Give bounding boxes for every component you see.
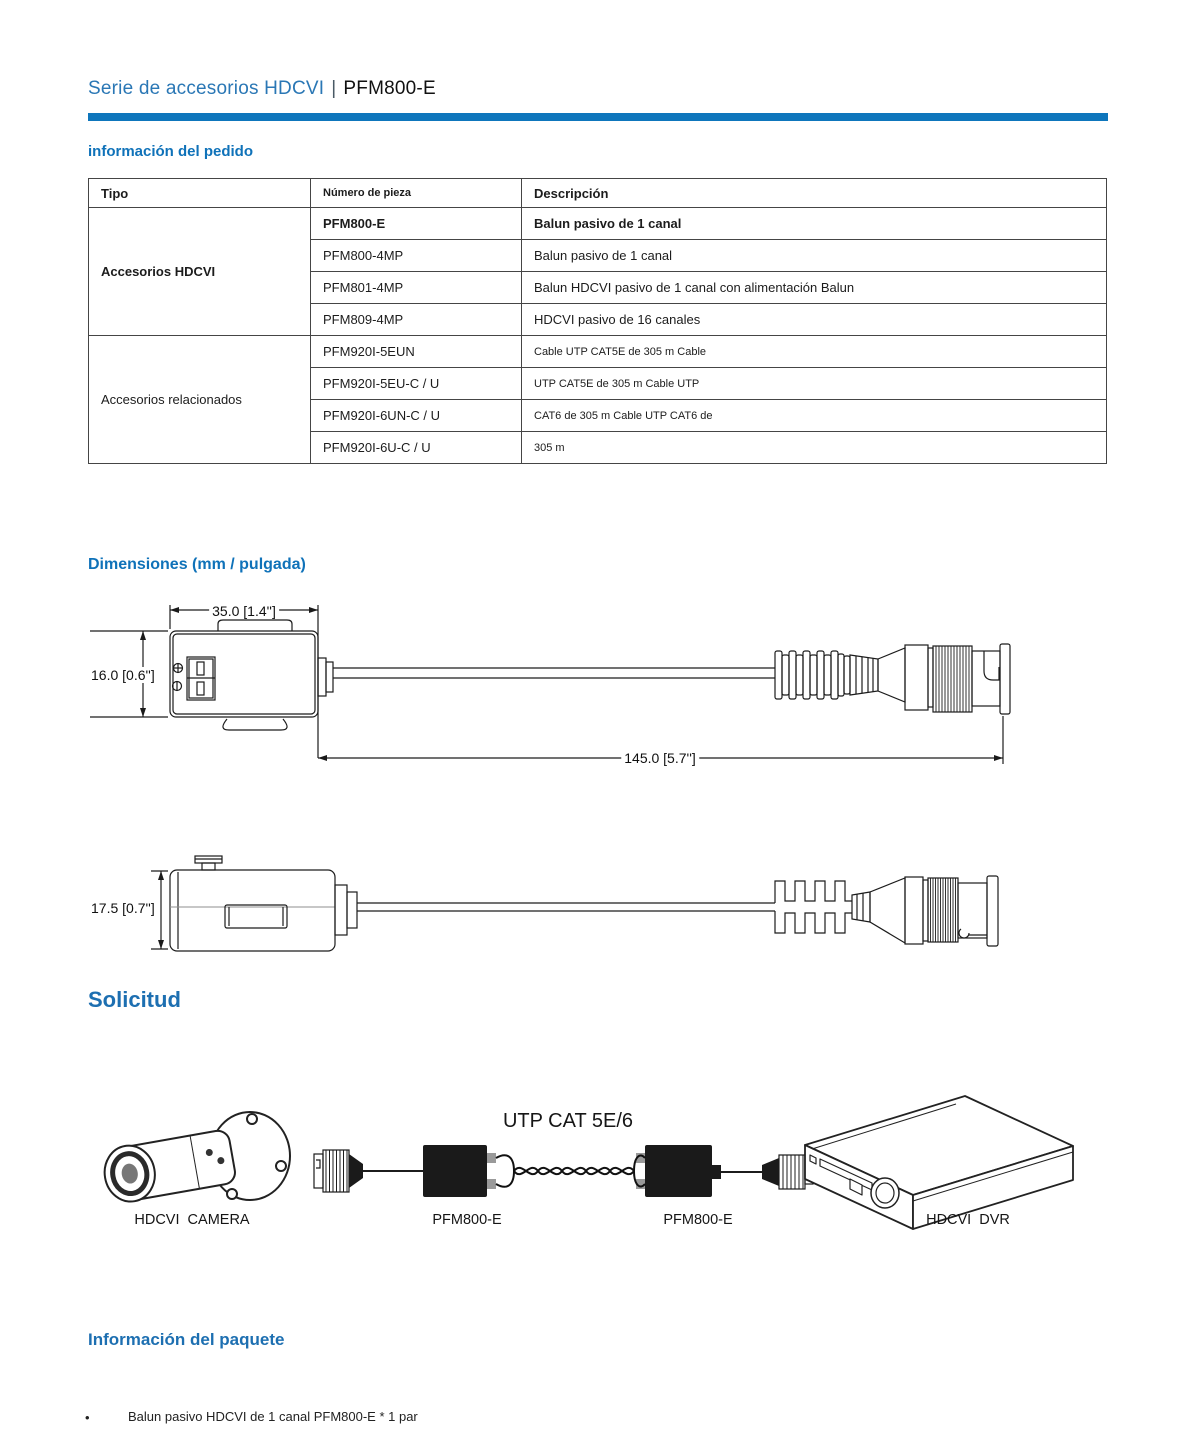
balun-side-view-drawing: [85, 845, 1025, 980]
cell-part-number: PFM920I-6UN-C / U: [311, 400, 522, 432]
hdcvi-camera-label: HDCVI CAMERA: [134, 1212, 250, 1228]
header-numero-de-pieza: Número de pieza: [311, 179, 522, 208]
dimension-height-label: 16.0 [0.6'']: [88, 667, 158, 683]
pfm800e-label-right: PFM800-E: [663, 1212, 733, 1228]
page-title-separator: |: [331, 78, 337, 99]
bullet-marker: •: [85, 1410, 90, 1425]
cell-part-number: PFM800-4MP: [311, 240, 522, 272]
cell-description: Balun pasivo de 1 canal: [522, 240, 1107, 272]
order-table-body: [89, 208, 1107, 464]
header-descripcion: Descripción: [522, 179, 1107, 208]
cell-description: CAT6 de 305 m Cable UTP CAT6 de: [522, 400, 1107, 432]
cell-description: Balun HDCVI pasivo de 1 canal con alimentación Balun: [522, 272, 1107, 304]
dimension-width-label: 35.0 [1.4'']: [209, 603, 279, 619]
cell-description: Cable UTP CAT5E de 305 m Cable: [522, 336, 1107, 368]
package-heading: Información del paquete: [88, 1330, 285, 1349]
utp-cable-label: UTP CAT 5E/6: [502, 1110, 634, 1132]
dimension-side-height-label: 17.5 [0.7'']: [88, 900, 158, 916]
page-title-series: Serie de accesorios HDCVI: [88, 78, 325, 99]
page-title-model: PFM800-E: [343, 78, 436, 99]
table-row: [89, 208, 1107, 240]
cell-part-number: PFM920I-5EU-C / U: [311, 368, 522, 400]
page-title: [88, 78, 436, 100]
cell-description: 305 m: [522, 432, 1107, 464]
cell-part-number: PFM920I-6U-C / U: [311, 432, 522, 464]
ordering-table: [88, 178, 1107, 464]
cell-part-number: PFM920I-5EUN: [311, 336, 522, 368]
header-tipo: Tipo: [89, 179, 311, 208]
cell-tipo: Accesorios relacionados: [89, 336, 311, 464]
title-rule: [88, 113, 1108, 121]
dimensions-heading: Dimensiones (mm / pulgada): [88, 556, 306, 573]
cell-description: UTP CAT5E de 305 m Cable UTP: [522, 368, 1107, 400]
cell-part-number: PFM809-4MP: [311, 304, 522, 336]
cell-part-number: PFM800-E: [311, 208, 522, 240]
hdcvi-dvr-label: HDCVI DVR: [926, 1212, 1010, 1228]
balun-top-view-drawing: [85, 598, 1025, 778]
cell-tipo: Accesorios HDCVI: [89, 208, 311, 336]
twisted-pair-cable: [496, 1155, 645, 1187]
cell-description: Balun pasivo de 1 canal: [522, 208, 1107, 240]
ordering-heading: información del pedido: [88, 143, 254, 160]
package-bullet-text: Balun pasivo HDCVI de 1 canal PFM800-E * 1 par: [128, 1409, 418, 1424]
cell-description: HDCVI pasivo de 16 canales: [522, 304, 1107, 336]
balun-pair-illustration: [300, 1138, 820, 1210]
hdcvi-camera-illustration: [95, 1106, 305, 1216]
cell-part-number: PFM801-4MP: [311, 272, 522, 304]
application-heading: Solicitud: [88, 987, 181, 1012]
dimension-length-label: 145.0 [5.7'']: [621, 750, 699, 766]
table-row: [89, 336, 1107, 368]
table-header-row: [89, 179, 1107, 208]
pfm800e-label-left: PFM800-E: [432, 1212, 502, 1228]
